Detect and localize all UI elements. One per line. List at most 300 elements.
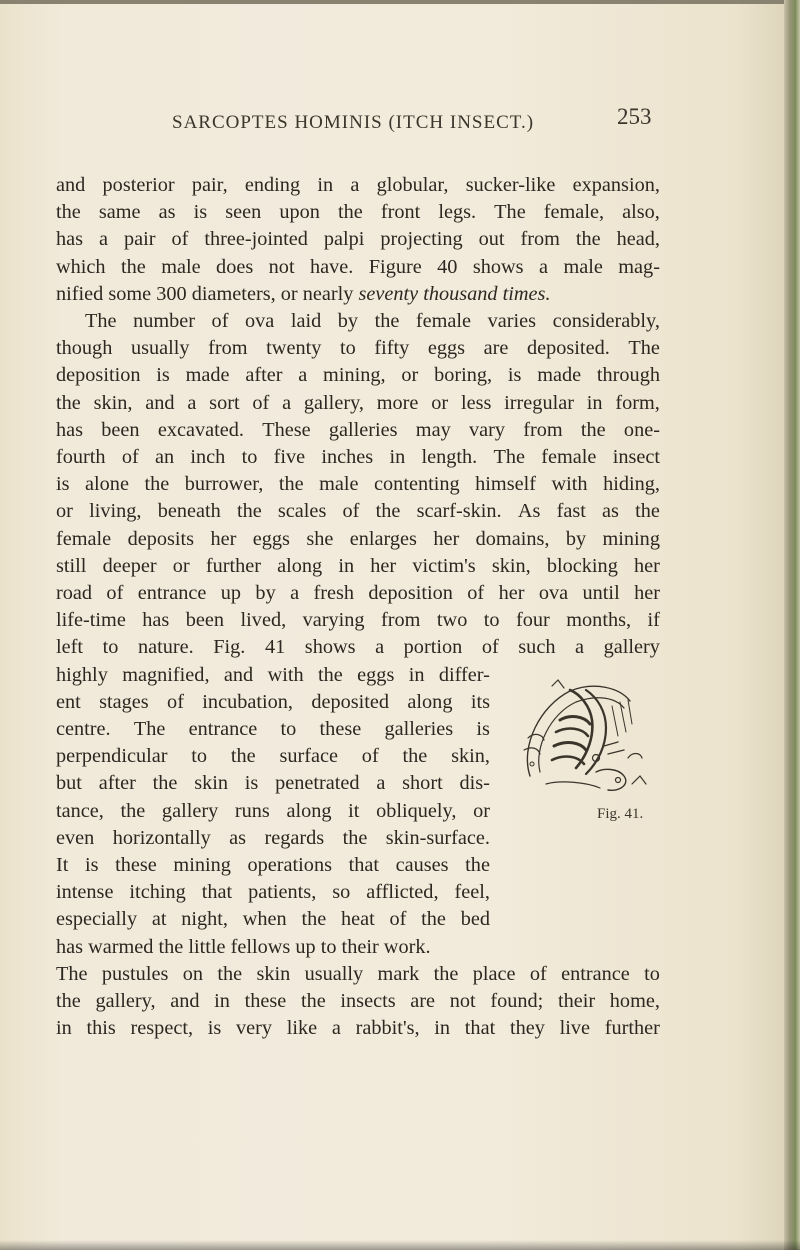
word: may	[415, 418, 451, 441]
word: head,	[616, 228, 660, 251]
text-line	[56, 879, 490, 906]
word: mining	[602, 527, 660, 550]
word: a	[375, 636, 385, 659]
word: eggs	[427, 337, 466, 360]
word: in	[317, 174, 334, 196]
word: pair	[123, 228, 156, 251]
word: a	[376, 772, 386, 795]
text-line	[56, 362, 660, 389]
word: the	[337, 201, 363, 224]
word: or	[56, 500, 73, 523]
page-bottom-shadow	[0, 1240, 800, 1250]
word: skin	[256, 962, 291, 985]
word: a	[298, 364, 308, 387]
word: that	[464, 1017, 496, 1040]
word: irregular	[504, 391, 574, 414]
word: of	[467, 582, 485, 605]
word: the	[374, 310, 400, 333]
word: road	[56, 582, 93, 605]
word: is	[507, 364, 522, 387]
word: in	[389, 446, 406, 469]
word: these	[115, 854, 157, 877]
word: upon	[279, 201, 320, 224]
word: two	[436, 609, 468, 632]
word: The	[133, 718, 166, 741]
page-gutter-edge	[784, 0, 800, 1250]
word: their	[557, 990, 596, 1013]
text-line	[56, 308, 660, 335]
word: does	[216, 255, 254, 278]
word: fresh	[313, 582, 355, 605]
word: usually	[304, 962, 364, 985]
word: scarf-skin.	[416, 500, 502, 523]
word: obliquely,	[376, 799, 457, 822]
word: deeper	[102, 554, 157, 577]
word: has	[56, 228, 84, 251]
word: made	[185, 364, 230, 387]
word: in	[56, 1017, 72, 1040]
word: male	[563, 255, 603, 278]
word: gallery,	[95, 990, 156, 1013]
word: lived,	[240, 609, 287, 632]
word: that	[348, 854, 380, 877]
word: form,	[615, 391, 660, 414]
word: the	[300, 990, 326, 1013]
word: by	[255, 582, 276, 605]
text-line	[56, 1015, 660, 1042]
word: expansion,	[572, 174, 660, 196]
word: and	[56, 174, 86, 196]
word: afflicted,	[366, 881, 439, 904]
word: is	[156, 364, 170, 387]
word: eggs	[252, 527, 290, 550]
word: dis-	[459, 772, 490, 795]
word: when	[242, 908, 287, 931]
word: these	[319, 718, 362, 741]
text-run: nified some 300 diameters, or nearly	[56, 282, 354, 305]
word: out	[478, 228, 505, 251]
page-number: 253	[617, 104, 652, 129]
word: skin,	[451, 745, 490, 768]
word: boring,	[434, 364, 493, 387]
word: globular,	[376, 174, 449, 196]
text-line	[56, 689, 490, 716]
word: mining,	[323, 364, 386, 387]
word: to	[280, 718, 297, 741]
word: the	[433, 962, 459, 985]
word: perpendicular	[56, 745, 168, 768]
word: of	[389, 908, 407, 931]
word: Fig.	[213, 636, 246, 659]
word: along	[407, 690, 453, 713]
word: of	[121, 446, 139, 469]
word: night,	[181, 908, 228, 931]
word: up	[220, 582, 242, 605]
word: rabbit's,	[355, 1017, 420, 1040]
word: respect,	[130, 1017, 194, 1040]
word: until	[582, 582, 620, 605]
word: very	[236, 1017, 273, 1040]
word: deposition	[56, 364, 141, 387]
word: enlarges	[349, 527, 417, 550]
word: entrance	[137, 582, 207, 605]
word: itching	[129, 881, 186, 904]
word: sort	[209, 391, 240, 414]
word: or	[172, 554, 190, 577]
word: also,	[622, 201, 660, 224]
word: is	[476, 718, 490, 741]
word: a	[350, 174, 360, 196]
word: or	[473, 799, 490, 822]
word: the	[375, 500, 401, 523]
word: Figure	[368, 255, 422, 278]
text-line	[56, 580, 660, 607]
word: they	[509, 1017, 545, 1040]
word: varying	[302, 609, 365, 632]
word: the	[318, 663, 343, 686]
gallery-engraving-icon	[500, 676, 662, 806]
word: the	[56, 201, 81, 224]
word: are	[483, 337, 509, 360]
word: surface	[279, 745, 338, 768]
word: in	[338, 554, 355, 577]
word: months,	[566, 609, 632, 632]
word: further	[604, 1017, 660, 1040]
word: made	[537, 364, 582, 387]
figure-caption: Fig. 41.	[597, 806, 644, 822]
word: The	[493, 446, 526, 469]
word: deposited	[311, 690, 390, 713]
word: and	[145, 391, 175, 414]
word: that	[201, 881, 233, 904]
word: burrower,	[184, 473, 264, 496]
word: on	[182, 962, 203, 985]
word: after	[245, 364, 283, 387]
word: the	[230, 745, 256, 768]
word: tance,	[56, 799, 104, 822]
word: palpi	[323, 228, 365, 251]
word: female	[415, 310, 472, 333]
word: her	[370, 554, 397, 577]
word: laid	[290, 310, 322, 333]
word: though	[56, 337, 113, 360]
word: not	[268, 255, 295, 278]
word: been	[185, 609, 225, 632]
word: further	[205, 554, 261, 577]
word: less	[460, 391, 492, 414]
word: its	[470, 690, 490, 713]
text-line	[56, 417, 660, 444]
word: are	[410, 990, 436, 1013]
word: by	[337, 310, 359, 333]
word: causes	[395, 854, 449, 877]
text-line	[56, 390, 660, 417]
text-line	[56, 498, 660, 525]
word: victim's	[412, 554, 476, 577]
word: centre.	[56, 718, 111, 741]
word: alone	[85, 473, 129, 496]
word: skin,	[93, 391, 133, 414]
word: The	[85, 310, 117, 333]
word: this	[86, 1017, 116, 1040]
word: the	[236, 500, 262, 523]
word: ova	[538, 582, 569, 605]
word: to	[644, 962, 660, 985]
word: the	[120, 799, 146, 822]
word: of	[361, 745, 379, 768]
word: left	[56, 636, 84, 659]
word: the	[635, 500, 660, 523]
text-line	[56, 906, 490, 933]
text-line	[56, 852, 490, 879]
text-line	[56, 798, 490, 825]
word: with	[267, 663, 304, 686]
word: eggs	[357, 663, 395, 686]
word: front	[380, 201, 421, 224]
text-line	[56, 662, 490, 689]
word: domains,	[475, 527, 550, 550]
word: to	[241, 446, 258, 469]
word: inches	[321, 446, 374, 469]
word: these	[244, 990, 287, 1013]
word: from	[381, 609, 421, 632]
word: is	[244, 772, 259, 795]
word: gallery	[603, 636, 660, 659]
word: three-jointed	[204, 228, 308, 251]
word: even	[56, 826, 95, 849]
word: the	[575, 228, 601, 251]
word: her	[433, 527, 460, 550]
text-line	[56, 607, 660, 634]
word: a	[575, 636, 585, 659]
text-line	[56, 526, 660, 553]
word: length.	[421, 446, 478, 469]
text-line	[56, 172, 660, 199]
word: differ-	[438, 663, 490, 686]
word: gallery,	[303, 391, 364, 414]
word: of	[481, 636, 499, 659]
word: it	[348, 799, 360, 822]
word: of	[529, 962, 547, 985]
text-line	[56, 770, 490, 797]
word: deposition	[368, 582, 453, 605]
word: of	[211, 310, 229, 333]
word: magnified,	[122, 663, 210, 686]
word: the	[421, 908, 446, 931]
word: skin	[194, 772, 229, 795]
word: considerably,	[552, 310, 660, 333]
word: highly	[56, 663, 108, 686]
word: found;	[490, 990, 544, 1013]
word: female,	[543, 201, 605, 224]
word: not	[449, 990, 476, 1013]
word: The	[56, 962, 88, 985]
word: pustules	[101, 962, 169, 985]
word: like	[286, 1017, 318, 1040]
word: the	[56, 990, 81, 1013]
word: seen	[225, 201, 262, 224]
word: of	[252, 391, 270, 414]
word: to	[191, 745, 208, 768]
word: male	[161, 255, 201, 278]
word: beneath	[157, 500, 221, 523]
text-line	[56, 281, 660, 308]
word: legs.	[438, 201, 477, 224]
word: galleries	[384, 718, 454, 741]
word: from	[523, 418, 563, 441]
text-line	[56, 988, 660, 1015]
word: insect	[612, 446, 660, 469]
page-top-edge	[0, 0, 800, 4]
word: a	[187, 391, 197, 414]
word: ent	[56, 690, 81, 713]
word: galleries	[328, 418, 398, 441]
word: which	[56, 255, 106, 278]
word: skin-surface.	[385, 826, 490, 849]
word: runs	[234, 799, 270, 822]
text-line	[56, 825, 490, 852]
word: a	[282, 391, 292, 414]
word: excavated.	[157, 418, 244, 441]
word: male	[319, 473, 359, 496]
running-head: SARCOPTES HOMINIS (ITCH INSECT.)	[172, 112, 535, 133]
word: of	[167, 690, 184, 713]
word: after	[98, 772, 136, 795]
word: himself	[475, 473, 536, 496]
word: It	[56, 854, 69, 877]
word: horizontally	[112, 826, 211, 849]
word: in	[408, 663, 425, 686]
text-line	[56, 716, 490, 743]
word: the	[144, 473, 170, 496]
word: four	[516, 609, 550, 632]
word: a	[290, 582, 300, 605]
word: if	[647, 609, 660, 632]
text-line	[56, 634, 660, 661]
word: deposited.	[526, 337, 610, 360]
word: the	[121, 255, 146, 278]
text-line: has warmed the little fellows up to their work.	[56, 935, 431, 958]
word: fifty	[374, 337, 410, 360]
word: been	[101, 418, 140, 441]
text-line	[56, 444, 660, 471]
word: and	[170, 990, 200, 1013]
word: as	[158, 201, 176, 224]
word: living,	[89, 500, 142, 523]
word: to	[102, 636, 119, 659]
word: short	[402, 772, 443, 795]
word: is	[207, 1017, 222, 1040]
word: As	[517, 500, 541, 523]
word: and	[223, 663, 254, 686]
word: but	[56, 772, 82, 795]
word: in	[586, 391, 603, 414]
word: is	[85, 854, 99, 877]
word: with	[551, 473, 588, 496]
word: an	[154, 446, 175, 469]
word: entrance	[188, 718, 258, 741]
text-line	[56, 553, 660, 580]
word: shows	[472, 255, 524, 278]
word: ova	[244, 310, 275, 333]
word: a	[331, 1017, 341, 1040]
word: 41	[264, 636, 286, 659]
word: to	[483, 609, 500, 632]
word: feel,	[454, 881, 490, 904]
word: ending	[244, 174, 301, 196]
text-line	[56, 254, 660, 281]
word: a	[99, 228, 109, 251]
text-line	[56, 335, 660, 362]
body-text	[56, 172, 660, 1043]
word: incubation,	[202, 690, 293, 713]
word: of	[342, 500, 360, 523]
word: her	[498, 582, 525, 605]
word: as	[229, 826, 247, 849]
text-line	[56, 961, 660, 988]
word: stages	[99, 690, 149, 713]
word: live	[559, 1017, 590, 1040]
word: portion	[403, 636, 463, 659]
word: scales	[277, 500, 327, 523]
word: the	[465, 854, 490, 877]
word: number	[133, 310, 196, 333]
word: is	[193, 201, 208, 224]
word: has	[142, 609, 170, 632]
word: so	[332, 881, 351, 904]
word: posterior	[102, 174, 175, 196]
word: her	[634, 582, 660, 605]
word: bed	[460, 908, 490, 931]
word: deposits	[127, 527, 195, 550]
word: by	[565, 527, 587, 550]
word: along	[286, 799, 332, 822]
word: blocking	[546, 554, 618, 577]
word: or	[401, 364, 419, 387]
text-line	[56, 199, 660, 226]
word: shows	[304, 636, 356, 659]
word: the	[152, 772, 178, 795]
word: in	[434, 1017, 451, 1040]
word: nature.	[137, 636, 194, 659]
word: fourth	[56, 446, 106, 469]
word: usually	[130, 337, 190, 360]
word: skin,	[491, 554, 531, 577]
word: operations	[247, 854, 332, 877]
word: life-time	[56, 609, 126, 632]
word: entrance	[561, 962, 630, 985]
word: hiding,	[603, 473, 660, 496]
word: her	[210, 527, 237, 550]
emphasized-text: seventy thousand times.	[358, 282, 551, 305]
word: from	[208, 337, 248, 360]
word: such	[518, 636, 556, 659]
word: mining	[173, 854, 231, 877]
word: regards	[264, 826, 325, 849]
word: projecting	[380, 228, 463, 251]
word: gallery	[161, 799, 219, 822]
word: 40	[437, 255, 458, 278]
word: These	[262, 418, 311, 441]
word: inch	[190, 446, 226, 469]
word: the	[217, 962, 243, 985]
word: vary	[468, 418, 505, 441]
word: the	[278, 473, 304, 496]
word: varies	[487, 310, 537, 333]
word: The	[628, 337, 660, 360]
word: she	[306, 527, 334, 550]
word: patients,	[248, 881, 317, 904]
